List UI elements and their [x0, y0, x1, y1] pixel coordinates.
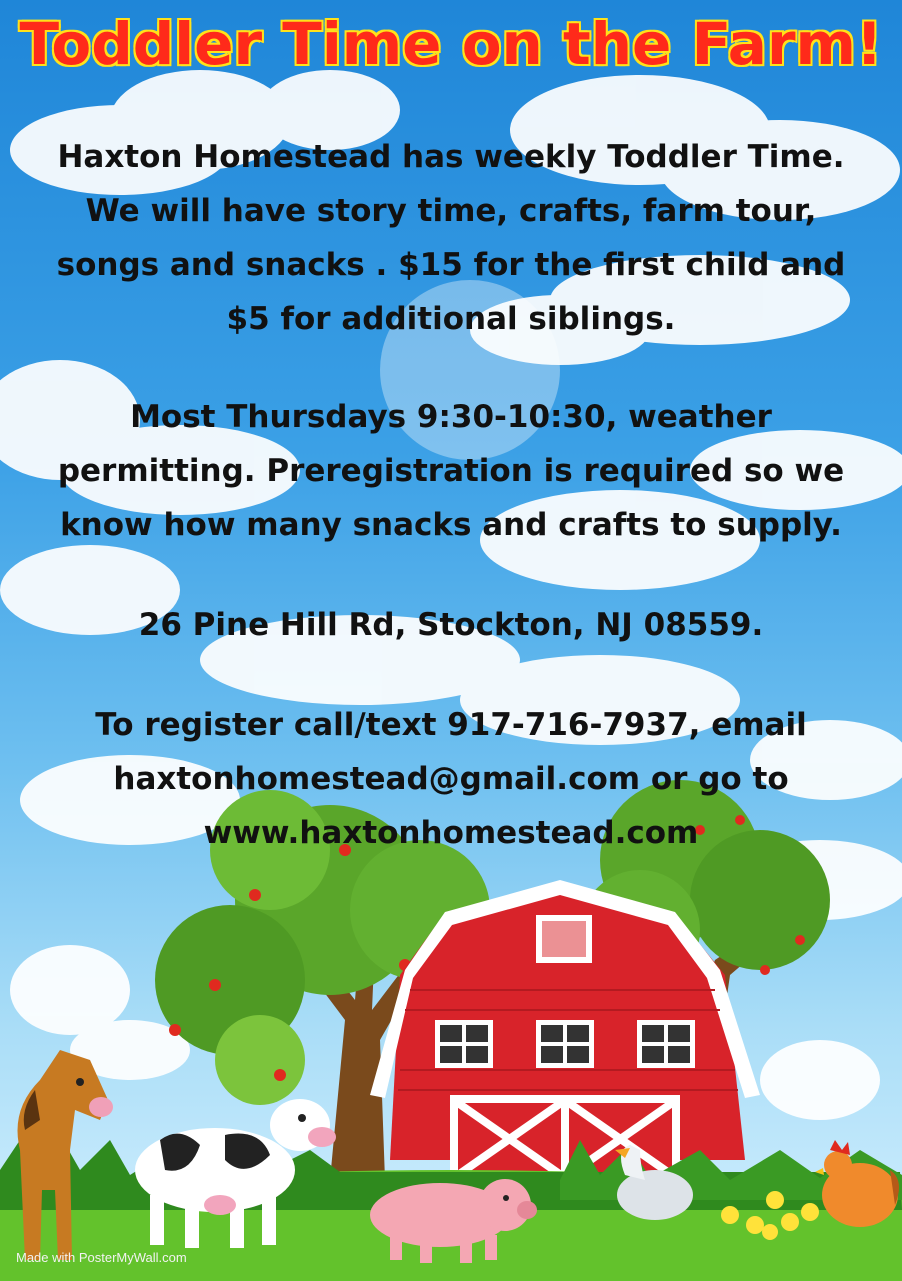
address-line: 26 Pine Hill Rd, Stockton, NJ 08559.	[138, 607, 764, 643]
contact-website: www.haxtonhomestead.com	[203, 815, 699, 851]
schedule-line: know how many snacks and crafts to supply.	[60, 507, 842, 543]
schedule-text	[20, 390, 882, 552]
intro-line: $5 for additional siblings.	[226, 301, 676, 337]
intro-line: We will have story time, crafts, farm tour,	[85, 193, 817, 229]
contact-line: To register call/text 917-716-7937, email	[95, 707, 807, 743]
address-text	[20, 598, 882, 652]
contact-text	[20, 698, 882, 860]
intro-line: songs and snacks . $15 for the first child and	[56, 247, 846, 283]
poster-title: Toddler Time on the Farm!	[19, 10, 883, 78]
postermywall-watermark: Made with PosterMyWall.com	[16, 1250, 187, 1265]
schedule-line: permitting. Preregistration is required so we	[57, 453, 845, 489]
intro-line: Haxton Homestead has weekly Toddler Time.	[57, 139, 845, 175]
intro-text	[20, 130, 882, 346]
schedule-line: Most Thursdays 9:30-10:30, weather	[130, 399, 772, 435]
contact-email: haxtonhomestead@gmail.com or go to	[113, 761, 789, 797]
